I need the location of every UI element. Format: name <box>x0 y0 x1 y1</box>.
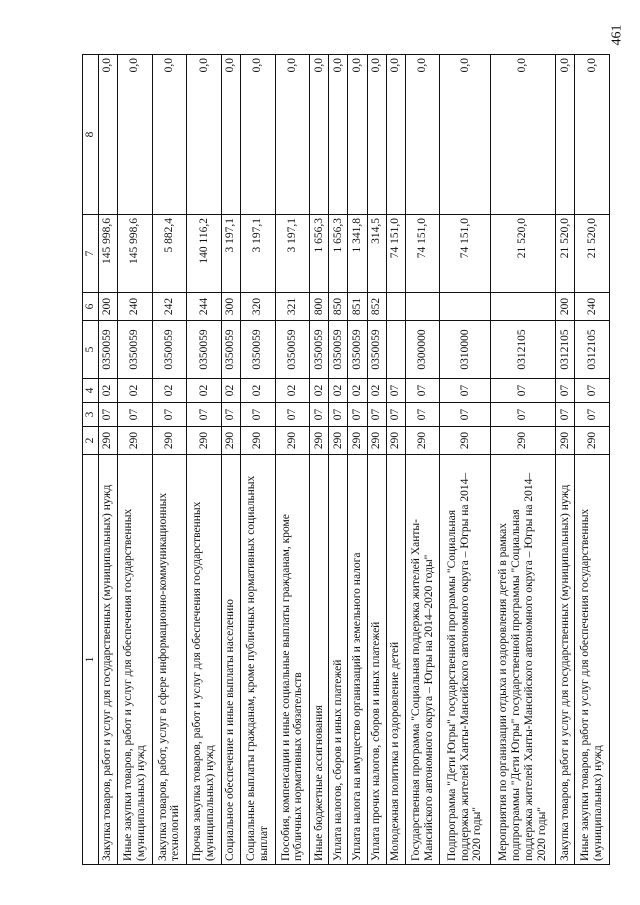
cell-col-2: 290 <box>405 427 440 455</box>
cell-col-5 <box>386 321 405 379</box>
cell-col-7: 3 197,1 <box>275 215 310 293</box>
cell-col-8: 0,0 <box>221 55 240 215</box>
cell-col-4: 02 <box>117 379 152 403</box>
cell-col-2: 290 <box>117 427 152 455</box>
cell-col-5: 0350059 <box>240 321 275 379</box>
cell-col-3: 07 <box>152 403 187 427</box>
row-name-cell: Иные закупки товаров, работ и услуг для обеспечения государственных (муниципальных) нужд <box>575 455 610 865</box>
cell-col-3: 07 <box>405 403 440 427</box>
cell-col-5: 0350059 <box>275 321 310 379</box>
cell-col-7: 21 520,0 <box>490 215 556 293</box>
cell-col-8: 0,0 <box>310 55 329 215</box>
cell-col-8: 0,0 <box>556 55 575 215</box>
cell-col-7: 1 656,3 <box>310 215 329 293</box>
table-row <box>221 55 240 865</box>
table-row <box>367 55 386 865</box>
cell-col-7: 5 882,4 <box>152 215 187 293</box>
cell-col-2: 290 <box>490 427 556 455</box>
cell-col-2: 290 <box>275 427 310 455</box>
column-header-7: 7 <box>83 215 99 293</box>
row-name-cell: Социальные выплаты гражданам, кроме публичных нормативных социальных выплат <box>240 455 275 865</box>
row-name-cell: Мероприятия по организации отдыха и оздоровления детей в рамках подпрограммы "Дети Югры" государственной программы "Социальная поддержка жителей Ханты-Мансийского автономного округа – Югры на 2014–2020 годы" <box>490 455 556 865</box>
cell-col-3: 07 <box>221 403 240 427</box>
cell-col-7: 145 998,6 <box>117 215 152 293</box>
cell-col-7: 314,5 <box>367 215 386 293</box>
cell-col-7: 1 341,8 <box>348 215 367 293</box>
cell-col-5: 0350059 <box>310 321 329 379</box>
cell-col-7: 3 197,1 <box>221 215 240 293</box>
cell-col-4: 07 <box>405 379 440 403</box>
row-name-cell: Молодежная политика и оздоровление детей <box>386 455 405 865</box>
table-row <box>575 55 610 865</box>
row-name-cell: Социальное обеспечение и иные выплаты населению <box>221 455 240 865</box>
table-row <box>490 55 556 865</box>
cell-col-7: 74 151,0 <box>440 215 490 293</box>
cell-col-5: 0350059 <box>221 321 240 379</box>
cell-col-6: 242 <box>152 293 187 321</box>
table-row <box>386 55 405 865</box>
table-header-row <box>83 55 99 865</box>
cell-col-4: 02 <box>329 379 348 403</box>
row-name-cell: Уплата налога на имущество организаций и земельного налога <box>348 455 367 865</box>
cell-col-5: 0350059 <box>348 321 367 379</box>
cell-col-5: 0350059 <box>367 321 386 379</box>
cell-col-8: 0,0 <box>329 55 348 215</box>
cell-col-4: 02 <box>152 379 187 403</box>
cell-col-8: 0,0 <box>240 55 275 215</box>
cell-col-6: 300 <box>221 293 240 321</box>
cell-col-5: 0312105 <box>556 321 575 379</box>
cell-col-6: 321 <box>275 293 310 321</box>
page-number <box>604 20 630 50</box>
cell-col-4: 07 <box>490 379 556 403</box>
cell-col-6: 852 <box>367 293 386 321</box>
cell-col-4: 02 <box>98 379 117 403</box>
cell-col-7: 21 520,0 <box>575 215 610 293</box>
row-name-cell: Иные закупки товаров, работ и услуг для обеспечения государственных (муниципальных) нужд <box>117 455 152 865</box>
table-row <box>187 55 222 865</box>
row-name-cell: Прочая закупка товаров, работ и услуг для обеспечения государственных (муниципальных) нужд <box>187 455 222 865</box>
cell-col-3: 07 <box>187 403 222 427</box>
cell-col-5: 0350059 <box>98 321 117 379</box>
cell-col-4: 02 <box>187 379 222 403</box>
cell-col-2: 290 <box>329 427 348 455</box>
cell-col-8: 0,0 <box>152 55 187 215</box>
cell-col-2: 290 <box>187 427 222 455</box>
cell-col-8: 0,0 <box>575 55 610 215</box>
cell-col-5: 0310000 <box>440 321 490 379</box>
cell-col-3: 07 <box>240 403 275 427</box>
cell-col-6: 850 <box>329 293 348 321</box>
cell-col-5: 0350059 <box>187 321 222 379</box>
table-row <box>310 55 329 865</box>
cell-col-4: 07 <box>440 379 490 403</box>
table-row <box>329 55 348 865</box>
cell-col-2: 290 <box>348 427 367 455</box>
cell-col-7: 3 197,1 <box>240 215 275 293</box>
row-name-cell: Закупка товаров, работ и услуг для государственных (муниципальных) нужд <box>98 455 117 865</box>
column-header-6: 6 <box>83 293 99 321</box>
cell-col-2: 290 <box>240 427 275 455</box>
cell-col-4: 02 <box>348 379 367 403</box>
cell-col-3: 07 <box>367 403 386 427</box>
cell-col-4: 07 <box>556 379 575 403</box>
cell-col-6: 200 <box>98 293 117 321</box>
cell-col-2: 290 <box>386 427 405 455</box>
cell-col-3: 07 <box>98 403 117 427</box>
cell-col-3: 07 <box>575 403 610 427</box>
cell-col-4: 07 <box>575 379 610 403</box>
cell-col-7: 21 520,0 <box>556 215 575 293</box>
cell-col-6: 240 <box>117 293 152 321</box>
cell-col-5: 0350059 <box>329 321 348 379</box>
cell-col-3: 07 <box>275 403 310 427</box>
cell-col-4: 02 <box>240 379 275 403</box>
cell-col-2: 290 <box>152 427 187 455</box>
cell-col-4: 02 <box>275 379 310 403</box>
cell-col-2: 290 <box>575 427 610 455</box>
cell-col-7: 1 656,3 <box>329 215 348 293</box>
cell-col-2: 290 <box>98 427 117 455</box>
cell-col-6 <box>490 293 556 321</box>
cell-col-2: 290 <box>221 427 240 455</box>
column-header-2: 2 <box>83 427 99 455</box>
cell-col-3: 07 <box>490 403 556 427</box>
cell-col-6: 800 <box>310 293 329 321</box>
cell-col-8: 0,0 <box>386 55 405 215</box>
cell-col-6: 244 <box>187 293 222 321</box>
cell-col-3: 07 <box>440 403 490 427</box>
page-number-text: 461 <box>609 24 624 46</box>
rotated-table-content <box>82 55 610 865</box>
rotated-table-frame <box>82 55 610 865</box>
row-name-cell: Пособия, компенсации и иные социальные выплаты гражданам, кроме публичных нормативных обязательств <box>275 455 310 865</box>
cell-col-4: 07 <box>386 379 405 403</box>
table-row <box>275 55 310 865</box>
table-row <box>98 55 117 865</box>
cell-col-5: 0350059 <box>152 321 187 379</box>
cell-col-8: 0,0 <box>275 55 310 215</box>
cell-col-6 <box>386 293 405 321</box>
cell-col-8: 0,0 <box>367 55 386 215</box>
row-name-cell: Уплата прочих налогов, сборов и иных платежей <box>367 455 386 865</box>
cell-col-3: 07 <box>117 403 152 427</box>
row-name-cell: Государственная программа "Социальная поддержка жителей Ханты-Мансийского автономного округа – Югры на 2014–2020 годы" <box>405 455 440 865</box>
row-name-cell: Иные бюджетные ассигнования <box>310 455 329 865</box>
cell-col-3: 07 <box>556 403 575 427</box>
cell-col-3: 07 <box>310 403 329 427</box>
cell-col-5: 0312105 <box>575 321 610 379</box>
cell-col-8: 0,0 <box>405 55 440 215</box>
column-header-5: 5 <box>83 321 99 379</box>
cell-col-6: 320 <box>240 293 275 321</box>
cell-col-7: 74 151,0 <box>386 215 405 293</box>
column-header-1: 1 <box>83 455 99 865</box>
cell-col-6 <box>405 293 440 321</box>
cell-col-7: 140 116,2 <box>187 215 222 293</box>
table-row <box>405 55 440 865</box>
table-row <box>240 55 275 865</box>
cell-col-2: 290 <box>556 427 575 455</box>
cell-col-6: 240 <box>575 293 610 321</box>
column-header-4: 4 <box>83 379 99 403</box>
cell-col-8: 0,0 <box>490 55 556 215</box>
cell-col-8: 0,0 <box>98 55 117 215</box>
column-header-8: 8 <box>83 55 99 215</box>
cell-col-6: 200 <box>556 293 575 321</box>
row-name-cell: Закупка товаров, работ и услуг для государственных (муниципальных) нужд <box>556 455 575 865</box>
row-name-cell: Подпрограмма "Дети Югры" государственной программы "Социальная поддержка жителей Ханты-Мансийского автономного округа – Югры на 2014–2020 годы" <box>440 455 490 865</box>
cell-col-3: 07 <box>329 403 348 427</box>
cell-col-6: 851 <box>348 293 367 321</box>
table-body <box>98 55 609 865</box>
budget-table <box>82 54 610 865</box>
cell-col-2: 290 <box>310 427 329 455</box>
cell-col-6 <box>440 293 490 321</box>
column-header-3: 3 <box>83 403 99 427</box>
cell-col-3: 07 <box>348 403 367 427</box>
cell-col-8: 0,0 <box>117 55 152 215</box>
cell-col-8: 0,0 <box>348 55 367 215</box>
cell-col-4: 02 <box>221 379 240 403</box>
cell-col-3: 07 <box>386 403 405 427</box>
cell-col-4: 02 <box>367 379 386 403</box>
table-row <box>440 55 490 865</box>
cell-col-2: 290 <box>440 427 490 455</box>
table-row <box>348 55 367 865</box>
cell-col-7: 74 151,0 <box>405 215 440 293</box>
cell-col-4: 02 <box>310 379 329 403</box>
table-row <box>556 55 575 865</box>
row-name-cell: Уплата налогов, сборов и иных платежей <box>329 455 348 865</box>
cell-col-7: 145 998,6 <box>98 215 117 293</box>
cell-col-5: 0350059 <box>117 321 152 379</box>
cell-col-8: 0,0 <box>187 55 222 215</box>
cell-col-2: 290 <box>367 427 386 455</box>
cell-col-8: 0,0 <box>440 55 490 215</box>
table-row <box>117 55 152 865</box>
row-name-cell: Закупка товаров, работ, услуг в сфере информационно-коммуникационных технологий <box>152 455 187 865</box>
table-row <box>152 55 187 865</box>
cell-col-5: 0300000 <box>405 321 440 379</box>
cell-col-5: 0312105 <box>490 321 556 379</box>
